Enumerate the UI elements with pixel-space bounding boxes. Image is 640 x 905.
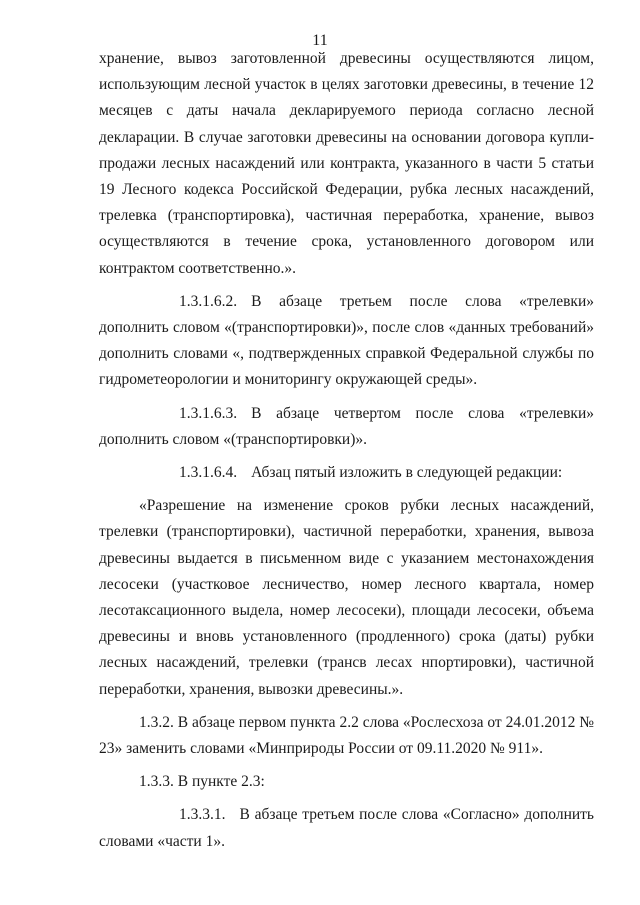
document-body <box>99 46 594 862</box>
paragraph-text: 1.3.2. В абзаце первом пункта 2.2 слова «Рослесхоза от 24.01.2012 № 23» заменить словами «Минприроды России от 09.11.2020 № 911». <box>99 713 594 758</box>
paragraph-1-3-3-1 <box>99 802 594 854</box>
paragraph-quoted-amendment <box>99 493 594 703</box>
clause-number: 1.3.1.6.2. <box>179 292 238 310</box>
paragraph-text: Абзац пятый изложить в следующей редакции: <box>251 464 563 482</box>
clause-number: 1.3.3.1. <box>179 806 226 824</box>
paragraph-1-3-1-6-2 <box>99 289 594 394</box>
paragraph-text: В абзаце четвертом после слова «трелевки» дополнить словом «(транспортировки)». <box>99 404 594 448</box>
clause-number: 1.3.1.6.4. <box>179 464 238 482</box>
paragraph-continuation <box>99 46 594 282</box>
paragraph-text: В абзаце третьем после слова «трелевки» дополнить словом «(транспортировки)», после слов «данных требований» дополнить словами «, подтвержденных справкой Федеральной службы по гидрометеорологии и мониторингу окружающей среды». <box>99 292 594 389</box>
paragraph-1-3-2 <box>99 710 594 762</box>
paragraph-1-3-1-6-4 <box>99 460 594 486</box>
paragraph-text: хранение, вывоз заготовленной древесины осуществляются лицом, использующим лесной участок в целях заготовки древесины, в течение 12 месяцев с даты начала декларируемого периода согласно лесной декларации. В случае заготовки древесины на основании договора купли-продажи лесных насаждений или контракта, указанного в части 5 статьи 19 Лесного кодекса Российской Федерации, рубка лесных насаждений, трелевка (транспортировка), частичная переработка, хранение, вывоз осуществляются в течение срока, установленного договором или контрактом соответственно.». <box>99 50 594 277</box>
paragraph-1-3-1-6-3 <box>99 401 594 453</box>
page-number: 11 <box>312 32 328 49</box>
paragraph-text: 1.3.3. В пункте 2.3: <box>139 773 265 791</box>
clause-number: 1.3.1.6.3. <box>179 404 238 422</box>
paragraph-1-3-3 <box>99 769 594 795</box>
paragraph-text: В абзаце третьем после слова «Согласно» дополнить словами «части 1». <box>99 806 594 850</box>
paragraph-text: «Разрешение на изменение сроков рубки лесных насаждений, трелевки (транспортировки), частичной переработки, хранения, вывоза древесины выдается в письменном виде с указанием местонахождения лесосеки (участковое лесничество, номер лесного квартала, номер лесотаксационного выдела, номер лесосеки), площади лесосеки, объема древесины и вновь установленного (продленного) срока (даты) рубки лесных насаждений, трелевки (трансв лесах нпортировки), частичной переработки, хранения, вывозки древесины.». <box>99 497 594 698</box>
